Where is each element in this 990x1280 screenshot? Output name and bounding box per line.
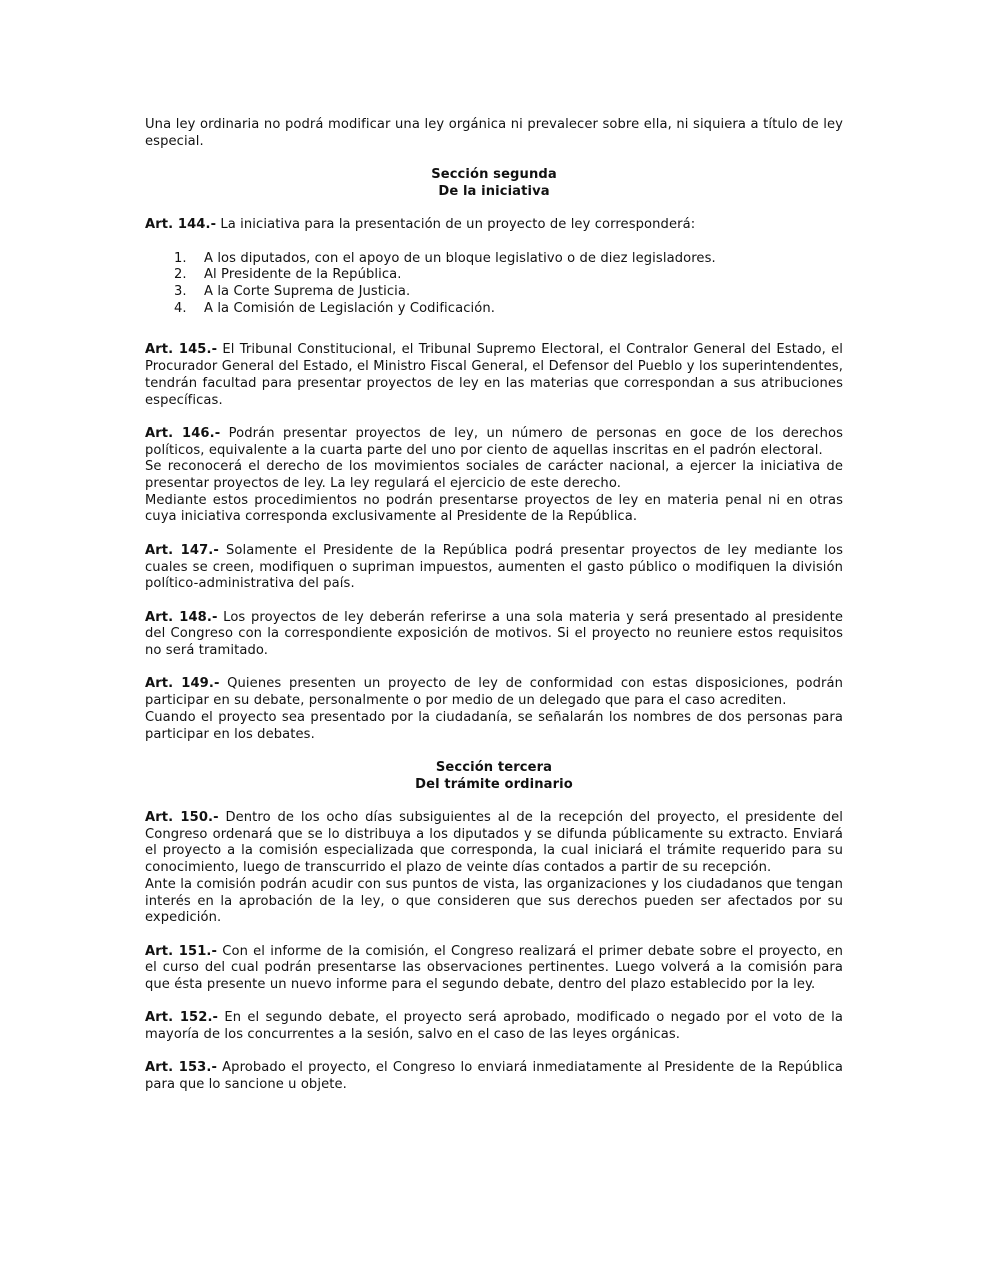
list-item-text: Al Presidente de la República.: [204, 267, 402, 283]
article-text: Los proyectos de ley deberán referirse a una sola materia y será presentado al presidente del Congreso con la correspondiente exposición de motivos. Si el proyecto no reuniere estos requisitos no será tramitado.: [145, 609, 844, 658]
section-title: Sección tercera: [435, 759, 553, 775]
article-145: [145, 342, 843, 409]
article-144: [145, 217, 843, 234]
article-150: [145, 810, 843, 877]
article-text: Podrán presentar proyectos de ley, un número de personas en goce de los derechos políticos, equivalente a la cuarta parte del uno por ciento de aquellas inscritas en el padrón electoral.: [145, 425, 844, 458]
list-item-text: A los diputados, con el apoyo de un bloque legislativo o de diez legisladores.: [204, 250, 716, 266]
article-150-paragraph-2: Ante la comisión podrán acudir con sus puntos de vista, las organizaciones y los ciudadanos que tengan interés en la aprobación de la ley, o que consideren que sus derechos pueden ser afectados por su expedición.: [145, 876, 843, 926]
article-146: [145, 426, 843, 459]
article-label: Art. 146.-: [145, 425, 221, 441]
article-text: Solamente el Presidente de la República podrá presentar proyectos de ley mediante los cuales se creen, modifiquen o supriman impuestos, aumenten el gasto público o modifiquen la división político-administrativa del país.: [145, 542, 843, 592]
article-label: Art. 147.-: [145, 542, 219, 558]
article-148: [145, 610, 843, 660]
article-146-paragraph-2: Se reconocerá el derecho de los movimientos sociales de carácter nacional, a ejercer la iniciativa de presentar proyectos de ley. La ley regulará el ejercicio de este derecho.: [145, 459, 843, 491]
article-147: [145, 543, 843, 593]
article-text: Dentro de los ocho días subsiguientes al de la recepción del proyecto, el presidente del Congreso ordenará que se lo distribuya a los diputados y se difunda públicamente su extracto. Enviará el proyecto a la comisión especializada que corresponda, la cual iniciará el trámite requerido para su conocimiento, luego de transcurrido el plazo de veinte días contados a partir de su recepción.: [145, 809, 843, 876]
list-item: [145, 301, 843, 318]
article-text: Aprobado el proyecto, el Congreso lo enviará inmediatamente al Presidente de la República para que lo sancione u objete.: [145, 1060, 844, 1093]
section-heading-tercera: [145, 760, 843, 793]
article-text: El Tribunal Constitucional, el Tribunal Supremo Electoral, el Contralor General del Estado, el Procurador General del Estado, el Ministro Fiscal General, el Defensor del Pueblo y los superintendentes, tendrán facultad para presentar proyectos de ley en las materias que correspondan a sus atribuciones específicas.: [145, 342, 843, 408]
article-label: Art. 152.-: [145, 1010, 219, 1026]
list-item-number: 3.: [174, 283, 187, 299]
article-text: La iniciativa para la presentación de un proyecto de ley corresponderá:: [216, 217, 696, 233]
list-item: [145, 284, 843, 301]
article-label: Art. 149.-: [145, 676, 220, 692]
initiative-list: [145, 251, 843, 318]
article-149-paragraph-2: Cuando el proyecto sea presentado por la ciudadanía, se señalarán los nombres de dos personas para participar en los debates.: [145, 709, 843, 742]
article-text: Con el informe de la comisión, el Congreso realizará el primer debate sobre el proyecto, en el curso del cual podrán presentarse las observaciones pertinentes. Luego volverá a la comisión para que ésta presente un nuevo informe para el segundo debate, dentro del plazo establecido por la ley.: [145, 943, 844, 992]
section-subtitle: De la iniciativa: [438, 183, 550, 199]
intro-paragraph: Una ley ordinaria no podrá modificar una ley orgánica ni prevalecer sobre ella, ni siquiera a título de ley especial.: [145, 117, 843, 149]
article-label: Art. 150.-: [145, 809, 219, 825]
article-label: Art. 145.-: [145, 342, 218, 358]
article-146-paragraph-3: Mediante estos procedimientos no podrán presentarse proyectos de ley en materia penal ni en otras cuya iniciativa corresponda exclusivamente al Presidente de la República.: [145, 492, 843, 525]
article-153: [145, 1060, 843, 1093]
list-item: [145, 267, 843, 284]
section-subtitle: Del trámite ordinario: [415, 776, 573, 792]
article-151: [145, 944, 843, 994]
article-text: En el segundo debate, el proyecto será aprobado, modificado o negado por el voto de la mayoría de los concurrentes a la sesión, salvo en el caso de las leyes orgánicas.: [145, 1010, 843, 1043]
list-item-text: A la Comisión de Legislación y Codificación.: [204, 300, 496, 316]
article-label: Art. 151.-: [145, 943, 218, 959]
article-149: [145, 676, 843, 709]
list-item: [145, 251, 843, 268]
article-label: Art. 153.-: [145, 1060, 217, 1076]
article-text: Quienes presenten un proyecto de ley de conformidad con estas disposiciones, podrán participar en su debate, personalmente o por medio de un delegado que para el caso acrediten.: [145, 676, 843, 709]
list-item-number: 2.: [174, 267, 187, 283]
article-152: [145, 1010, 843, 1043]
list-item-number: 4.: [174, 300, 187, 316]
section-heading-segunda: [145, 167, 843, 200]
article-label: Art. 144.-: [145, 217, 217, 233]
section-title: Sección segunda: [431, 167, 557, 183]
document-page: [145, 117, 843, 1094]
article-label: Art. 148.-: [145, 609, 218, 625]
list-item-text: A la Corte Suprema de Justicia.: [204, 283, 411, 299]
list-item-number: 1.: [174, 250, 187, 266]
